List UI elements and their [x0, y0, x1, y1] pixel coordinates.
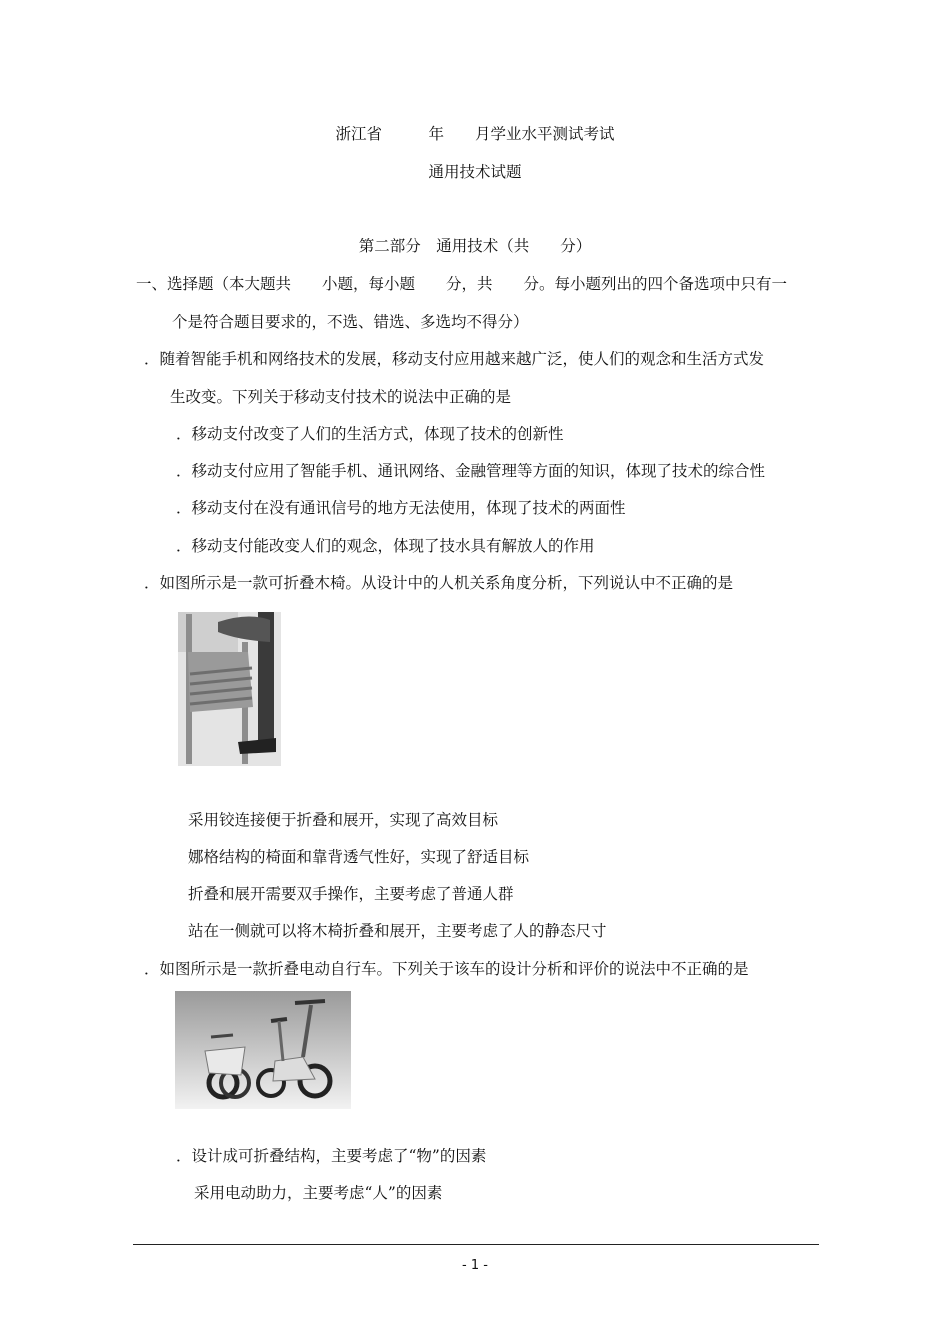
- question-1-option-a: ．移动支付改变了人们的生活方式，体现了技术的创新性: [176, 425, 564, 443]
- question-1-option-c: ．移动支付在没有通讯信号的地方无法使用，体现了技术的两面性: [176, 499, 626, 517]
- footer-divider: [133, 1244, 819, 1245]
- folding-chair-photo: [178, 612, 281, 766]
- question-2-option-c: 折叠和展开需要双手操作，主要考虑了普通人群: [188, 885, 514, 903]
- exam-title: 浙江省 年 月学业水平测试考试: [335, 125, 615, 143]
- part-heading-line2: 个是符合题目要求的，不选、错选、多选均不得分）: [172, 313, 529, 331]
- question-3-option-b: 采用电动助力，主要考虑“人”的因素: [194, 1184, 443, 1202]
- question-2-option-d: 站在一侧就可以将木椅折叠和展开，主要考虑了人的静态尺寸: [188, 922, 607, 940]
- question-1-option-b: ．移动支付应用了智能手机、通讯网络、金融管理等方面的知识，体现了技术的综合性: [176, 462, 766, 480]
- section-heading: 第二部分 通用技术（共 分）: [358, 237, 592, 255]
- question-1-stem-line2: 生改变。下列关于移动支付技术的说法中正确的是: [170, 388, 512, 406]
- question-1-stem-line1: ．随着智能手机和网络技术的发展，移动支付应用越来越广泛，使人们的观念和生活方式发: [144, 350, 765, 368]
- question-2-option-b: 娜格结构的椅面和靠背透气性好，实现了舒适目标: [188, 848, 530, 866]
- question-1-option-d: ．移动支付能改变人们的观念，体现了技水具有解放人的作用: [176, 537, 595, 555]
- exam-subtitle: 通用技术试题: [428, 163, 522, 181]
- question-3-option-a: ．设计成可折叠结构，主要考虑了“物”的因素: [176, 1147, 487, 1165]
- part-heading-line1: 一、选择题（本大题共 小题，每小题 分，共 分。每小题列出的四个备选项中只有一: [136, 275, 788, 293]
- folding-ebike-photo: [175, 991, 351, 1109]
- question-2-stem: ．如图所示是一款可折叠木椅。从设计中的人机关系角度分析，下列说认中不正确的是: [144, 574, 734, 592]
- question-2-option-a: 采用铰连接便于折叠和展开，实现了高效目标: [188, 811, 499, 829]
- question-3-stem: ．如图所示是一款折叠电动自行车。下列关于该车的设计分析和评价的说法中不正确的是: [144, 960, 749, 978]
- page-number: - 1 -: [462, 1258, 488, 1273]
